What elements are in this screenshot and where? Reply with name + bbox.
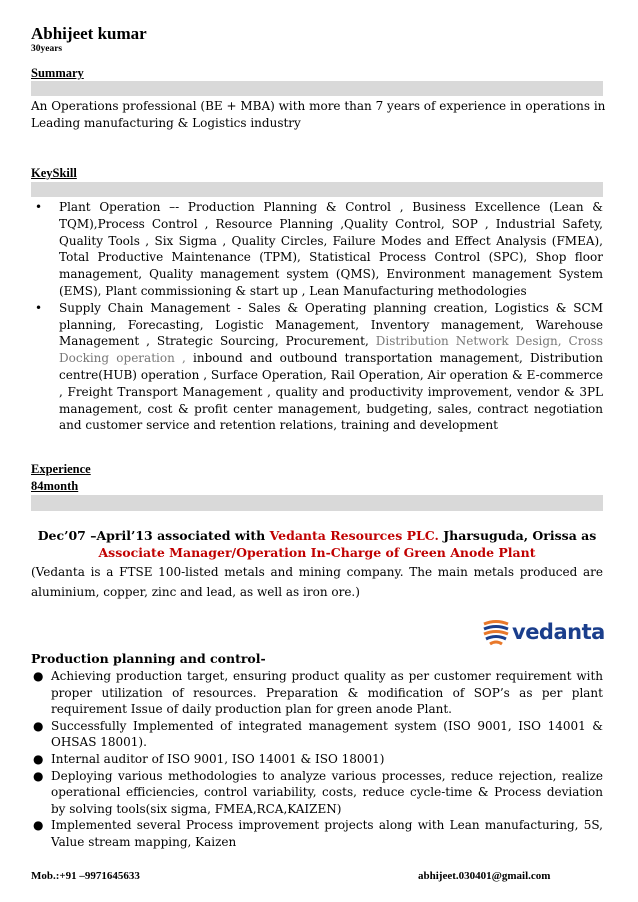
- summary-text: An Operations professional (BE + MBA) with more than 7 years of experience in operations in Leading manufacturing & Logistics industry: [31, 99, 606, 130]
- keyskill-item: • Supply Chain Management - Sales & Operating planning creation, Logistics & SCM planning, Forecasting, Logistic Management, Inventory management, Warehouse Management , Strategic Sourcing, Procurement, Distribution Network Design, Cross Docking operation , inbound and outbound transportation management, Distribution centre(HUB) operation , Surface Operation, Rail Operation, Air operation & E-commerce , Freight Transport Management , quality and productivity improvement, vendor & 3PL management, cost & profit center management, budgeting, sales, contract negotiation and customer service and retention relations, training and development: [35, 300, 604, 433]
- keyskill-bar: [31, 182, 603, 197]
- footer-email[interactable]: abhijeet.030401@gmail.com: [418, 870, 551, 882]
- bullet-icon: ●: [33, 768, 44, 783]
- vedanta-logo-text: vedanta: [512, 620, 605, 644]
- production-title: Production planning and control-: [31, 651, 266, 666]
- experience-bar: [31, 495, 603, 511]
- job-heading: Dec’07 –April’13 associated with Vedanta Resources PLC. Jharsuguda, Orissa as Associate Manager/Operation In-Charge of Green Anode Plant: [37, 528, 597, 560]
- keyskill-item: • Plant Operation –- Production Planning & Control , Business Excellence (Lean & TQM),Process Control , Resource Planning ,Quality Control, SOP , Industrial Safety, Quality Tools , Six Sigma , Quality Circles, Failure Modes and Effect Analysis (FMEA), Total Productive Maintenance (TPM), Statistical Process Control (SPC), Shop floor management, Quality management system (QMS), Environment management System (EMS), Plant commissioning & start up , Lean Manufacturing methodologies: [35, 200, 603, 298]
- list-item: ● Implemented several Process improvement projects along with Lean manufacturing, 5S, Value stream mapping, Kaizen: [33, 818, 603, 849]
- experience-title: Experience: [31, 462, 91, 476]
- bullet-icon: •: [35, 300, 43, 315]
- keyskill-title: KeySkill: [31, 166, 77, 180]
- bullet-icon: ●: [33, 669, 44, 683]
- list-item: ● Achieving production target, ensuring product quality as per customer requirement with proper utilization of resources. Preparation & modification of SOP’s as per plant requirement Issue of daily production plan for green anode Plant.: [33, 669, 603, 717]
- experience-duration: 84month: [31, 479, 79, 493]
- company-description: (Vedanta is a FTSE 100-listed metals and mining company. The main metals produced are aluminium, copper, zinc and lead, as well as iron ore.): [31, 565, 603, 599]
- vedanta-logo: [481, 614, 611, 648]
- list-item: ● Successfully Implemented of integrated management system (ISO 9001, ISO 14001 & OHSAS 18001).: [33, 718, 603, 750]
- keyskill-list: [31, 199, 603, 434]
- bullet-icon: •: [35, 200, 43, 214]
- summary-title: Summary: [31, 66, 84, 80]
- bullet-icon: ●: [33, 718, 44, 733]
- footer-mobile: Mob.:+91 –9971645633: [31, 870, 140, 882]
- candidate-age: 30years: [31, 44, 63, 54]
- production-list: [31, 668, 603, 851]
- bullet-icon: ●: [33, 751, 44, 766]
- bullet-icon: ●: [33, 818, 44, 833]
- candidate-name: Abhijeet kumar: [31, 24, 147, 43]
- list-item: ● Internal auditor of ISO 9001, ISO 14001 & ISO 18001): [33, 751, 385, 766]
- list-item: ● Deploying various methodologies to analyze various processes, reduce rejection, realize operational efficiencies, control variability, costs, reduce cycle-time & Process deviation by solving tools(six sigma, FMEA,RCA,KAIZEN): [33, 768, 603, 816]
- summary-bar: [31, 81, 603, 96]
- vedanta-logo-icon: [481, 617, 511, 647]
